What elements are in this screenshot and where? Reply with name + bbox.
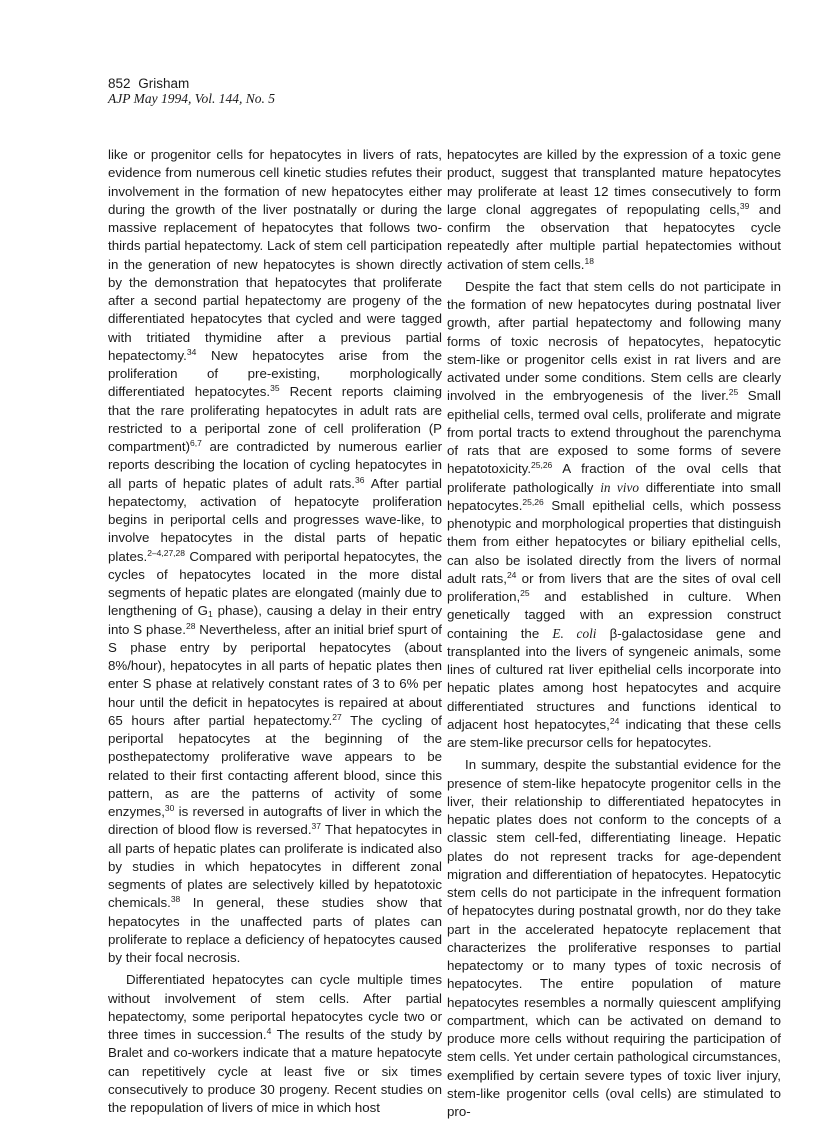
right-column	[447, 146, 781, 1121]
left-column	[108, 146, 442, 1117]
paragraph: like or progenitor cells for hepatocytes in livers of rats, evidence from numerous cell kinetic studies refutes their involvement in the formation of new hepatocytes either during the growth of the liver postnatally or during the massive replacement of hepatocytes that follows two-thirds partial hepatectomy. Lack of stem cell participation in the generation of new hepatocytes is shown directly by the demonstration that hepatocytes that proliferate after a second partial hepatectomy are progeny of the differentiated hepatocytes that cycled and were tagged with tritiated thymidine after a previous partial hepatectomy.$^{34}$ New hepatocytes arise from the proliferation of pre-existing, morphologically differentiated hepatocytes.$^{35}$ Recent reports claiming that the rare proliferating hepatocytes in adult rats are restricted to a periportal zone of cell proliferation (P compartment)$^{6,7}$ are contradicted by numerous earlier reports describing the location of cycling hepatocytes in all parts of hepatic plates of adult rats.$^{36}$ After partial hepatectomy, activation of hepatocyte proliferation begins in periportal cells and progresses wave-like, to involve hepatocytes in the distal parts of hepatic plates.$^{2-4,27,28}$ Compared with periportal hepatocytes, the cycles of hepatocytes located in the more distal segments of hepatic plates are elongated (mainly due to lengthening of $G_1$ phase), causing a delay in their entry into S phase.$^{28}$ Nevertheless, after an initial brief spurt of S phase entry by periportal hepatocytes (about 8%/hour), hepatocytes in all parts of hepatic plates then enter S phase at relatively constant rates of 3 to 6% per hour until the deficit in hepatocytes is repaired at about 65 hours after partial hepatectomy.$^{27}$ The cycling of periportal hepatocytes at the beginning of the posthepatectomy proliferative wave appears to be related to their first contacting afferent blood, since this pattern, as are the patterns of activity of some enzymes,$^{30}$ is reversed in autografts of liver in which the direction of blood flow is reversed.$^{37}$ That hepatocytes in all parts of hepatic plates can proliferate is indicated also by studies in which hepatocytes in different zonal segments of plates are selectively killed by hepatotoxic chemicals.$^{38}$ In general, these studies show that hepatocytes in the unaffected parts of plates can proliferate to replace a deficiency of hepatocytes caused by their focal necrosis.	[108, 147, 442, 965]
journal-citation: AJP May 1994, Vol. 144, No. 5	[108, 91, 275, 106]
paragraph: hepatocytes are killed by the expression of a toxic gene product, suggest that transplanted mature hepatocytes may proliferate at least 12 times consecutively to form large clonal aggregates of repopulating cells,$^{39}$ and confirm the observation that hepatocytes cycle repeatedly after multiple partial hepatectomies without activation of stem cells.$^{18}$	[447, 147, 781, 272]
page-number: 852	[108, 76, 131, 91]
paragraph: Despite the fact that stem cells do not participate in the formation of new hepatocytes during postnatal liver growth, after partial hepatectomy and following many forms of toxic necrosis of hepatocytes, hepatocytic stem-like or progenitor cells exist in rat livers and are activated under some conditions. Stem cells are clearly involved in the embryogenesis of the liver.$^{25}$ Small epithelial cells, termed oval cells, proliferate and migrate from portal tracts to extend throughout the parenchyma of rats that are exposed to some forms of severe hepatotoxicity.$^{25,26}$ A fraction of the oval cells that proliferate pathologically in vivo differentiate into small hepatocytes.$^{25,26}$ Small epithelial cells, which possess phenotypic and morphological properties that distinguish them from either hepatocytes or biliary epithelial cells, can also be isolated directly from the livers of normal adult rats,$^{24}$ or from livers that are the sites of oval cell proliferation,$^{25}$ and established in culture. When genetically tagged with an expression construct containing the E. coli β-galactosidase gene and transplanted into the livers of syngeneic animals, some lines of cultured rat liver epithelial cells incorporate into hepatic plates among host hepatocytes and acquire differentiated structures and functions identical to adjacent host hepatocytes,$^{24}$ indicating that these cells are stem-like precursor cells for hepatocytes.	[447, 278, 782, 750]
paragraph: Differentiated hepatocytes can cycle multiple times without involvement of stem cells. After partial hepatectomy, some periportal hepatocytes cycle two or three times in succession.$^4$ The results of the study by Bralet and co-workers indicate that a mature hepatocyte can repetitively cycle at least five or six times consecutively to produce 30 progeny. Recent studies on the repopulation of livers of mice in which host	[108, 972, 442, 1115]
author-name: Grisham	[138, 76, 190, 91]
paragraph: In summary, despite the substantial evidence for the presence of stem-like hepatocyte progenitor cells in the liver, their relationship to differentiated hepatocytes in hepatic plates does not conform to the concepts of a classic stem cell-fed, differentiating lineage. Hepatic plates do not represent tracks for age-dependent migration and differentiation of hepatocytes. Hepatocytic stem cells do not participate in the infrequent formation of hepatocytes during postnatal growth, nor do they take part in the accelerated hepatocyte replacement that characterizes the proliferative responses to partial hepatectomy or to many types of toxic necrosis of hepatocytes. The entire population of mature hepatocytes resembles a normally quiescent amplifying compartment, which can be activated on demand to produce more cells without requiring the participation of stem cells. Yet under certain pathological circumstances, exemplified by certain severe types of toxic liver injury, stem-like progenitor cells (oval cells) are stimulated to pro-	[447, 757, 781, 1119]
page-header	[108, 76, 275, 106]
running-head	[108, 76, 275, 91]
